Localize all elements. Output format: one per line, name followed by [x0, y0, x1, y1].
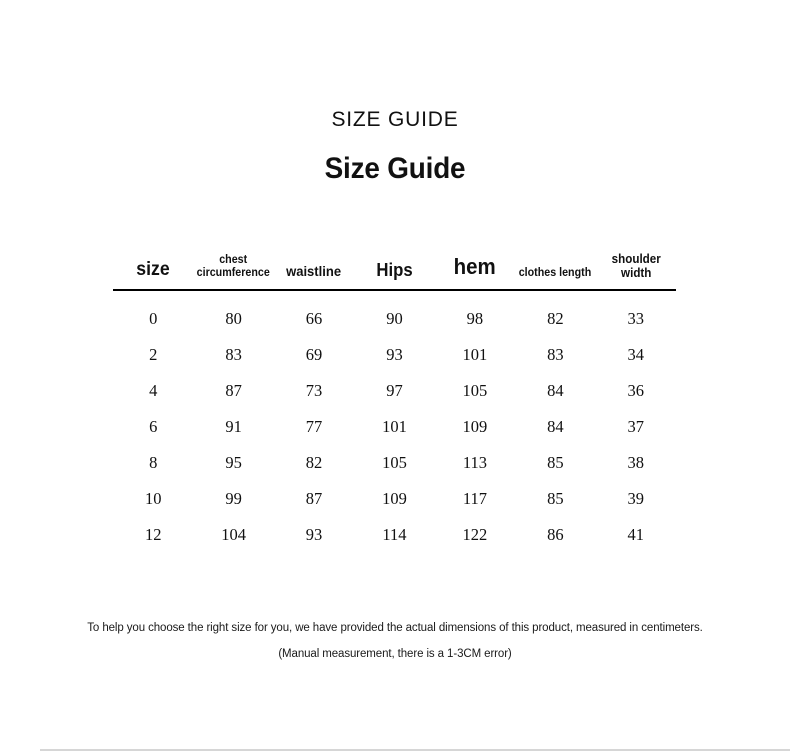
table-cell: 85	[547, 489, 564, 508]
page-title-primary: SIZE GUIDE	[331, 108, 459, 131]
table-cell: 8	[149, 453, 158, 472]
column-header-chest-circumference	[193, 252, 273, 290]
footnotes	[0, 622, 790, 660]
size-table-header	[113, 252, 676, 290]
table-cell: 90	[386, 309, 403, 328]
column-header-chest-circumference-label: chest circumference	[197, 254, 271, 280]
column-header-hips	[354, 252, 434, 290]
table-cell: 101	[382, 417, 407, 436]
table-cell: 105	[462, 381, 488, 400]
table-cell: 122	[462, 525, 488, 544]
table-cell: 34	[627, 345, 645, 364]
column-header-hem	[435, 252, 515, 290]
table-cell: 117	[462, 489, 487, 508]
table-row	[113, 409, 676, 445]
table-cell: 38	[627, 453, 645, 472]
table-cell: 95	[225, 453, 242, 472]
table-cell: 113	[462, 453, 487, 472]
table-cell: 69	[305, 345, 323, 364]
footnote-measurement-note: To help you choose the right size for you, we have provided the actual dimensions of this product, measured in centimeters.	[87, 622, 703, 634]
table-cell: 91	[225, 417, 242, 436]
table-cell: 41	[627, 525, 645, 544]
table-cell: 0	[149, 309, 158, 328]
table-cell: 93	[386, 345, 403, 364]
table-cell: 85	[547, 453, 564, 472]
table-cell: 99	[225, 489, 242, 508]
column-header-waistline	[274, 252, 354, 290]
table-cell: 83	[225, 345, 242, 364]
table-cell: 39	[627, 489, 645, 508]
table-cell: 114	[382, 525, 407, 544]
table-row	[113, 445, 676, 481]
column-header-hips-label: Hips	[376, 259, 413, 280]
footnote-error-note: (Manual measurement, there is a 1-3CM error)	[278, 647, 512, 660]
table-row	[113, 337, 676, 373]
table-cell: 93	[305, 525, 323, 544]
table-cell: 104	[221, 525, 246, 544]
table-cell: 73	[305, 381, 323, 400]
table-cell: 87	[305, 489, 323, 508]
table-cell: 109	[462, 417, 488, 436]
column-header-hem-label: hem	[453, 254, 496, 280]
table-cell: 84	[547, 381, 564, 400]
table-cell: 105	[382, 453, 407, 472]
table-cell: 4	[149, 381, 158, 400]
table-header-row	[113, 252, 676, 290]
table-cell: 37	[627, 417, 645, 436]
table-cell: 80	[225, 309, 242, 328]
column-header-shoulder-width-label: shoulder width	[611, 252, 661, 280]
size-table	[113, 252, 676, 553]
size-table-container	[113, 252, 676, 553]
table-cell: 66	[305, 309, 323, 328]
table-cell: 97	[386, 381, 403, 400]
table-cell: 86	[547, 525, 564, 544]
table-cell: 82	[547, 309, 564, 328]
table-cell: 101	[462, 345, 488, 364]
table-cell: 87	[225, 381, 242, 400]
column-header-waistline-label: waistline	[286, 263, 342, 280]
table-cell: 77	[305, 417, 323, 436]
table-cell: 82	[305, 453, 323, 472]
page-title-secondary: Size Guide	[324, 152, 466, 185]
column-header-size	[113, 252, 193, 290]
table-cell: 2	[149, 345, 158, 364]
table-cell: 33	[627, 309, 645, 328]
table-row	[113, 517, 676, 553]
table-row	[113, 373, 676, 409]
table-cell: 36	[627, 381, 645, 400]
size-table-body	[113, 290, 676, 553]
table-row	[113, 290, 676, 337]
bottom-divider	[40, 749, 790, 751]
column-header-clothes-length	[515, 252, 595, 290]
table-row	[113, 481, 676, 517]
column-header-shoulder-width	[596, 252, 676, 290]
table-cell: 109	[382, 489, 407, 508]
table-cell: 12	[144, 525, 162, 544]
table-cell: 6	[149, 417, 158, 436]
column-header-size-label: size	[136, 258, 170, 280]
table-cell: 83	[547, 345, 564, 364]
column-header-clothes-length-label: clothes length	[519, 267, 592, 280]
table-cell: 10	[144, 489, 162, 508]
table-cell: 84	[547, 417, 564, 436]
table-cell: 98	[466, 309, 484, 328]
